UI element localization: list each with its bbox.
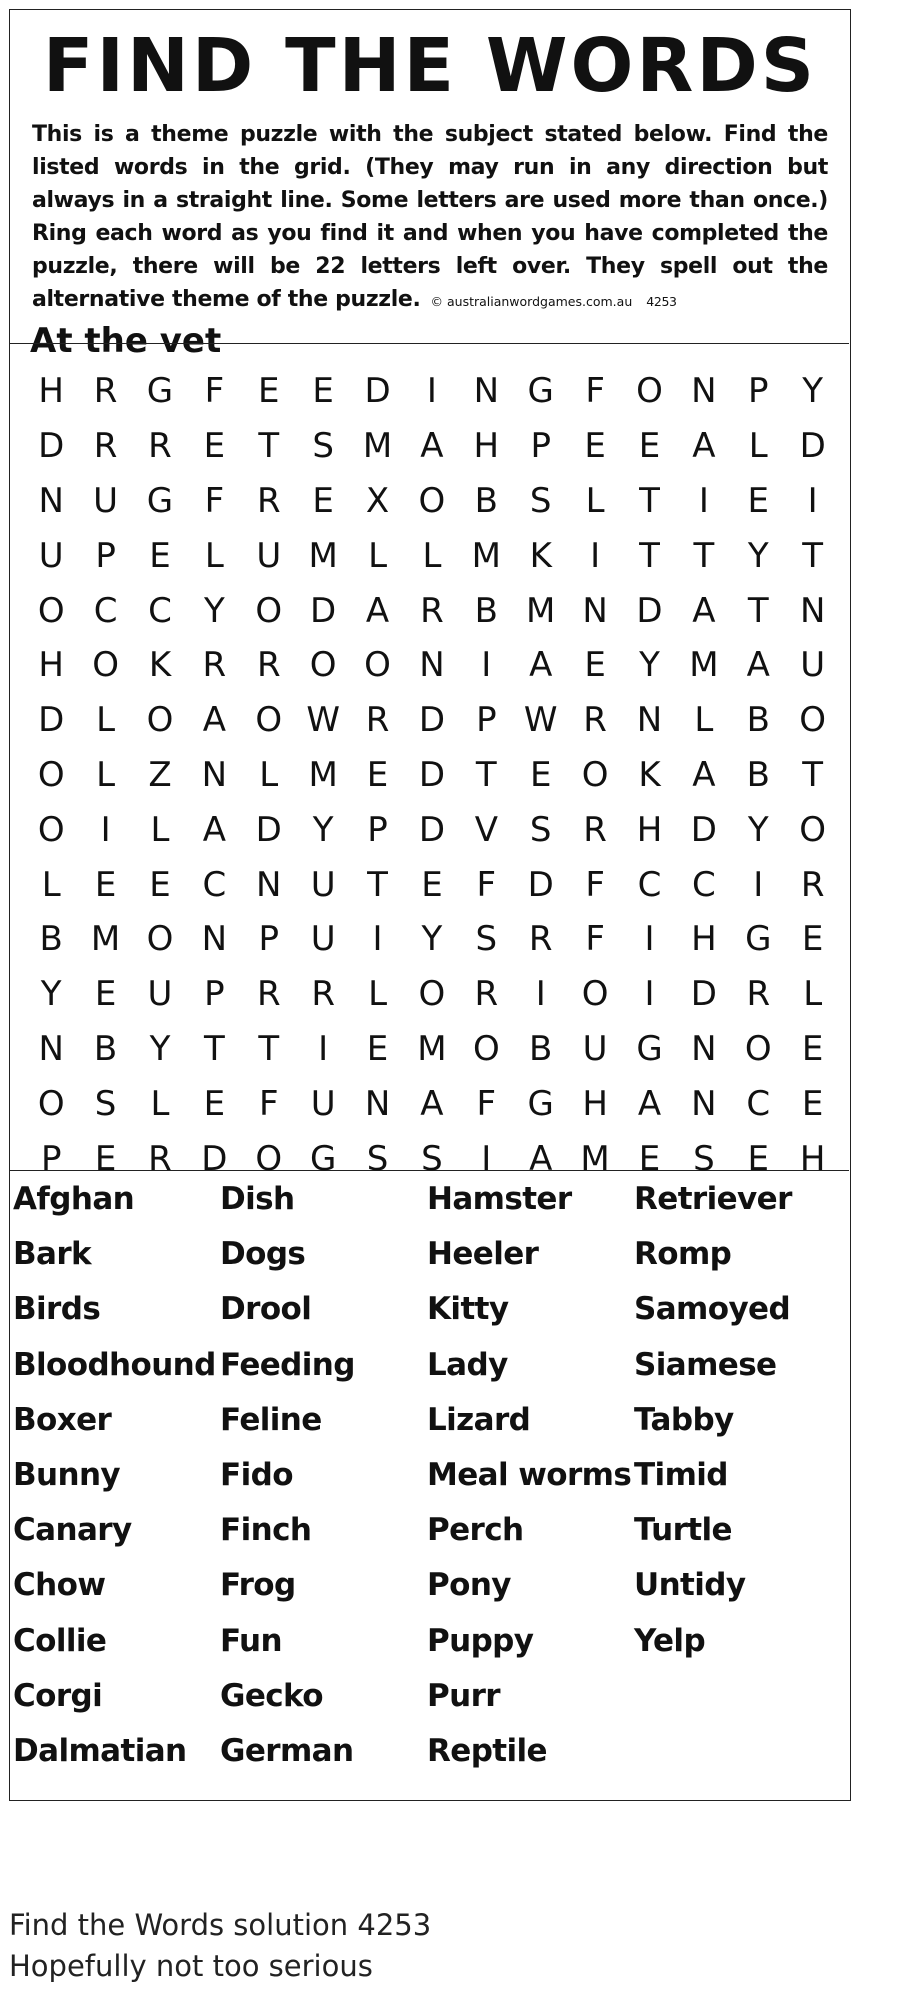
grid-cell[interactable]: Y <box>40 974 62 1015</box>
grid-cell[interactable]: E <box>584 426 606 467</box>
grid-cell[interactable]: R <box>583 700 607 741</box>
grid-cell[interactable]: D <box>799 426 826 467</box>
grid-cell[interactable]: X <box>365 480 390 521</box>
word-list-item: Bloodhound <box>13 1346 216 1383</box>
grid-cell[interactable]: L <box>204 535 224 576</box>
grid-cell[interactable]: L <box>368 535 388 576</box>
grid-cell[interactable]: G <box>527 371 554 412</box>
word-list-item: Fido <box>220 1456 293 1493</box>
instructions-text: This is a theme puzzle with the subject stated below. Find the listed words in the grid. (They may run in any direction but always in a straight line. Some letters are used more than once.) Ring each word as you find it and when you have completed the puzzle, there will be 22 letters left over. They spell out the alternative theme of the puzzle. <box>32 122 828 312</box>
word-list-item: Corgi <box>13 1677 103 1714</box>
grid-cell[interactable]: T <box>475 754 497 795</box>
grid-cell[interactable]: E <box>801 919 824 960</box>
word-list-item: Romp <box>634 1236 732 1273</box>
grid-cell[interactable]: S <box>421 1138 443 1179</box>
grid-cell[interactable]: U <box>256 535 282 576</box>
word-list-item: Boxer <box>13 1401 112 1438</box>
grid-cell[interactable]: R <box>256 645 281 686</box>
grid-cell[interactable]: F <box>204 480 225 521</box>
grid-cell[interactable]: M <box>308 535 338 576</box>
grid-cell[interactable]: B <box>474 480 498 521</box>
word-list-item: Puppy <box>427 1622 534 1659</box>
grid-cell[interactable]: W <box>523 700 558 741</box>
word-list-item: Untidy <box>634 1567 746 1604</box>
grid-cell[interactable]: T <box>258 426 280 467</box>
grid-cell[interactable]: E <box>312 480 334 521</box>
grid-cell[interactable]: D <box>201 1138 228 1179</box>
grid-cell[interactable]: G <box>309 1138 337 1179</box>
grid-cell[interactable]: H <box>799 1138 826 1179</box>
grid-cell[interactable]: O <box>255 700 283 741</box>
grid-cell[interactable]: R <box>800 864 825 905</box>
grid-cell[interactable]: Y <box>203 590 225 631</box>
letter-grid <box>24 364 840 1186</box>
word-list-item: Chow <box>13 1567 106 1604</box>
word-list-item: Feline <box>220 1401 322 1438</box>
grid-cell[interactable]: O <box>37 590 65 631</box>
grid-cell[interactable]: D <box>690 809 717 850</box>
grid-cell[interactable]: T <box>802 754 824 795</box>
grid-cell[interactable]: O <box>255 590 283 631</box>
word-list-item: Reptile <box>427 1732 547 1769</box>
grid-cell[interactable]: T <box>693 535 715 576</box>
grid-cell[interactable]: H <box>636 809 663 850</box>
grid-cell[interactable]: M <box>308 754 338 795</box>
grid-cell[interactable]: B <box>746 754 770 795</box>
word-list-item: Feeding <box>220 1346 355 1383</box>
grid-cell[interactable]: H <box>38 645 64 686</box>
grid-cell[interactable]: O <box>37 754 65 795</box>
word-list-item: Timid <box>634 1456 728 1493</box>
word-list-item: Hamster <box>427 1181 572 1217</box>
grid-cell[interactable]: E <box>747 480 770 521</box>
grid-cell[interactable]: E <box>203 1083 226 1124</box>
grid-cell[interactable]: T <box>203 1028 225 1069</box>
grid-cell[interactable]: R <box>474 974 499 1015</box>
grid-cell[interactable]: D <box>38 426 65 467</box>
grid-cell[interactable]: A <box>746 645 770 686</box>
grid-cell[interactable]: L <box>748 426 768 467</box>
grid-cell[interactable]: L <box>150 1083 170 1124</box>
puzzle-title: FIND THE WORDS <box>42 23 818 109</box>
grid-cell[interactable]: O <box>146 919 174 960</box>
grid-cell[interactable]: L <box>96 754 116 795</box>
word-list-item: Bark <box>13 1236 92 1273</box>
grid-cell[interactable]: I <box>318 1028 329 1069</box>
grid-cell[interactable]: M <box>417 1028 447 1069</box>
puzzle-subject: At the vet <box>30 321 222 361</box>
grid-cell[interactable]: O <box>37 809 65 850</box>
grid-cell[interactable]: D <box>527 864 554 905</box>
grid-cell[interactable]: D <box>636 590 663 631</box>
grid-cell[interactable]: Z <box>148 754 172 795</box>
grid-cell[interactable]: E <box>638 1138 661 1179</box>
grid-cell[interactable]: E <box>258 371 280 412</box>
word-list-item: Collie <box>13 1622 107 1659</box>
grid-cell[interactable]: R <box>746 974 771 1015</box>
grid-cell[interactable]: T <box>747 590 769 631</box>
grid-cell[interactable]: O <box>799 700 827 741</box>
grid-cell[interactable]: U <box>582 1028 608 1069</box>
grid-cell[interactable]: A <box>692 590 716 631</box>
word-list-item: Kitty <box>427 1291 509 1328</box>
word-list-item: Finch <box>220 1512 312 1549</box>
grid-cell[interactable]: D <box>38 700 65 741</box>
grid-cell[interactable]: N <box>691 1083 717 1124</box>
grid-cell[interactable]: G <box>146 480 174 521</box>
grid-cell[interactable]: I <box>644 919 655 960</box>
word-list-item: Heeler <box>427 1236 539 1273</box>
grid-cell[interactable]: S <box>529 809 552 850</box>
grid-cell[interactable]: A <box>529 645 553 686</box>
grid-cell[interactable]: F <box>258 1083 279 1124</box>
grid-cell[interactable]: U <box>800 645 826 686</box>
grid-cell[interactable]: D <box>255 809 282 850</box>
grid-cell[interactable]: O <box>255 1138 283 1179</box>
grid-cell[interactable]: U <box>38 535 64 576</box>
grid-cell[interactable]: N <box>691 1028 717 1069</box>
grid-cell[interactable]: D <box>418 700 446 741</box>
grid-cell[interactable]: F <box>476 1083 497 1124</box>
grid-cell[interactable]: E <box>584 645 606 686</box>
grid-cell[interactable]: A <box>420 1083 444 1124</box>
grid-cell[interactable]: L <box>694 700 714 741</box>
grid-cell[interactable]: R <box>256 974 281 1015</box>
word-list-item: Lady <box>427 1346 508 1383</box>
grid-cell[interactable]: M <box>580 1138 610 1179</box>
grid-cell[interactable]: A <box>202 809 226 850</box>
grid-cell[interactable]: I <box>698 480 709 521</box>
grid-cell[interactable]: E <box>149 864 171 905</box>
grid-cell[interactable]: O <box>418 480 446 521</box>
grid-cell[interactable]: P <box>367 809 388 850</box>
grid-cell[interactable]: I <box>481 645 492 686</box>
grid-cell[interactable]: O <box>418 974 446 1015</box>
grid-cell[interactable]: P <box>748 371 769 412</box>
word-list-item: Bunny <box>13 1456 121 1493</box>
word-list-item: Dish <box>220 1181 295 1217</box>
grid-cell[interactable]: E <box>94 864 117 905</box>
grid-cell[interactable]: P <box>204 974 225 1015</box>
grid-cell[interactable]: K <box>638 754 661 795</box>
solution-caption <box>9 1905 431 1987</box>
word-list-item: Tabby <box>634 1401 734 1438</box>
grid-cell[interactable]: S <box>366 1138 389 1179</box>
grid-cell[interactable]: N <box>582 590 608 631</box>
grid-cell[interactable]: I <box>535 974 546 1015</box>
grid-cell[interactable]: E <box>149 535 171 576</box>
instructions <box>32 118 828 318</box>
grid-cell[interactable]: U <box>93 480 119 521</box>
grid-cell[interactable]: O <box>146 700 174 741</box>
grid-cell[interactable]: S <box>94 1083 117 1124</box>
grid-cell[interactable]: M <box>689 645 719 686</box>
grid-cell[interactable]: M <box>90 919 121 960</box>
grid-cell[interactable]: P <box>40 1138 62 1179</box>
word-list-item <box>634 1724 834 1779</box>
grid-cell[interactable]: I <box>372 919 383 960</box>
word-list-item: Dogs <box>220 1236 306 1273</box>
grid-cell[interactable]: D <box>418 809 446 850</box>
grid-cell[interactable]: N <box>636 700 663 741</box>
grid-cell[interactable]: K <box>529 535 552 576</box>
grid-cell[interactable]: R <box>528 919 553 960</box>
grid-cell[interactable]: I <box>100 809 111 850</box>
grid-cell[interactable]: C <box>746 1083 771 1124</box>
word-list-item: Dalmatian <box>13 1732 187 1769</box>
grid-cell[interactable]: A <box>202 700 226 741</box>
grid-cell[interactable]: I <box>426 371 437 412</box>
grid-cell[interactable]: F <box>204 371 225 412</box>
word-list-item: Lizard <box>427 1401 531 1438</box>
grid-cell[interactable]: N <box>201 754 228 795</box>
grid-cell[interactable]: A <box>365 590 390 631</box>
grid-cell[interactable]: U <box>147 974 173 1015</box>
grid-cell[interactable]: Y <box>639 645 660 686</box>
grid-cell[interactable]: C <box>692 864 716 905</box>
grid-cell[interactable]: N <box>473 371 500 412</box>
grid-cell[interactable]: A <box>420 426 444 467</box>
grid-cell[interactable]: H <box>473 426 500 467</box>
grid-cell[interactable]: C <box>148 590 172 631</box>
word-list-item: Canary <box>13 1512 132 1549</box>
grid-cell[interactable]: A <box>692 426 716 467</box>
grid-cell[interactable]: E <box>801 1028 824 1069</box>
grid-cell[interactable]: E <box>421 864 443 905</box>
grid-cell[interactable]: S <box>529 480 552 521</box>
word-list-item: Meal worms <box>427 1456 632 1493</box>
grid-cell[interactable]: B <box>746 700 770 741</box>
grid-cell[interactable]: G <box>636 1028 663 1069</box>
grid-cell[interactable]: P <box>258 919 280 960</box>
grid-cell[interactable]: D <box>690 974 717 1015</box>
grid-cell[interactable]: E <box>312 371 334 412</box>
grid-cell[interactable]: P <box>476 700 497 741</box>
grid-cell[interactable]: R <box>93 371 118 412</box>
grid-cell[interactable]: N <box>256 864 282 905</box>
word-list-item: Yelp <box>634 1622 706 1659</box>
grid-cell[interactable]: O <box>472 1028 500 1069</box>
grid-cell[interactable]: Y <box>747 535 769 576</box>
grid-cell[interactable]: V <box>474 809 498 850</box>
grid-cell[interactable]: I <box>807 480 818 521</box>
grid-cell[interactable]: S <box>693 1138 715 1179</box>
grid-cell[interactable]: E <box>747 1138 770 1179</box>
grid-cell[interactable]: O <box>581 754 609 795</box>
word-list-item: Gecko <box>220 1677 323 1714</box>
grid-cell[interactable]: L <box>585 480 605 521</box>
grid-cell[interactable]: E <box>366 754 389 795</box>
word-list-item: Retriever <box>634 1181 792 1217</box>
grid-cell[interactable]: D <box>364 371 391 412</box>
grid-cell[interactable]: F <box>476 864 497 905</box>
word-list-item: Samoyed <box>634 1291 791 1328</box>
word-list-item: Drool <box>220 1291 312 1328</box>
grid-cell[interactable]: N <box>364 1083 391 1124</box>
grid-cell[interactable]: F <box>585 919 605 960</box>
grid-cell[interactable]: E <box>203 426 226 467</box>
grid-cell[interactable]: O <box>799 809 827 850</box>
word-list-item: Siamese <box>634 1346 777 1383</box>
puzzle-number: 4253 <box>646 294 677 309</box>
word-list-item: Birds <box>13 1291 101 1328</box>
grid-cell[interactable]: G <box>146 371 174 412</box>
grid-cell[interactable]: O <box>744 1028 772 1069</box>
grid-cell[interactable]: N <box>799 590 826 631</box>
grid-cell[interactable]: F <box>585 371 605 412</box>
grid-cell[interactable]: T <box>367 864 388 905</box>
grid-cell[interactable]: E <box>366 1028 389 1069</box>
grid-cell[interactable]: W <box>306 700 340 741</box>
word-list <box>13 1172 834 1779</box>
grid-cell[interactable]: L <box>150 809 170 850</box>
grid-cell[interactable]: M <box>362 426 393 467</box>
grid-cell[interactable]: R <box>256 480 281 521</box>
grid-cell[interactable]: U <box>310 864 336 905</box>
word-list-item: Purr <box>427 1677 500 1714</box>
grid-cell[interactable]: E <box>94 974 117 1015</box>
grid-cell[interactable]: A <box>637 1083 662 1124</box>
grid-cell[interactable]: T <box>802 535 824 576</box>
grid-cell[interactable]: L <box>422 535 442 576</box>
grid-cell[interactable]: H <box>582 1083 608 1124</box>
grid-cell[interactable]: L <box>259 754 279 795</box>
grid-cell[interactable]: O <box>636 371 663 412</box>
grid-cell[interactable]: F <box>585 864 605 905</box>
grid-cell[interactable]: L <box>96 700 116 741</box>
grid-cell[interactable]: O <box>364 645 391 686</box>
grid-cell[interactable]: I <box>481 1138 492 1179</box>
grid-cell[interactable]: O <box>92 645 119 686</box>
grid-cell[interactable]: L <box>41 864 61 905</box>
grid-cell[interactable]: R <box>311 974 335 1015</box>
grid-cell[interactable]: L <box>368 974 388 1015</box>
grid-cell[interactable]: R <box>365 700 390 741</box>
grid-cell[interactable]: C <box>93 590 118 631</box>
grid-cell[interactable]: N <box>38 1028 64 1069</box>
grid-cell[interactable]: E <box>801 1083 824 1124</box>
grid-cell[interactable]: T <box>639 535 660 576</box>
grid-cell[interactable]: R <box>202 645 227 686</box>
grid-cell[interactable]: R <box>148 426 172 467</box>
grid-cell[interactable]: I <box>644 974 655 1015</box>
word-list-item: German <box>220 1732 354 1769</box>
caption-line-2: Hopefully not too serious <box>9 1949 373 1983</box>
grid-cell[interactable]: B <box>39 919 63 960</box>
letter-grid-panel <box>10 343 849 1179</box>
grid-cell[interactable]: D <box>418 754 446 795</box>
grid-cell[interactable]: Y <box>802 371 824 412</box>
copyright-notice: © australianwordgames.com.au <box>430 294 633 309</box>
grid-cell[interactable]: P <box>95 535 116 576</box>
grid-cell[interactable]: C <box>202 864 227 905</box>
grid-cell[interactable]: C <box>637 864 662 905</box>
grid-cell[interactable]: N <box>201 919 228 960</box>
grid-cell[interactable]: R <box>148 1138 172 1179</box>
grid-cell[interactable]: H <box>691 919 717 960</box>
grid-cell[interactable]: M <box>471 535 501 576</box>
grid-cell[interactable]: N <box>419 645 445 686</box>
grid-cell[interactable]: M <box>526 590 556 631</box>
grid-cell[interactable]: E <box>94 1138 117 1179</box>
grid-cell[interactable]: O <box>309 645 337 686</box>
grid-cell[interactable]: S <box>312 426 334 467</box>
grid-cell[interactable]: A <box>529 1138 553 1179</box>
grid-cell[interactable]: Y <box>312 809 334 850</box>
word-list-item: Afghan <box>13 1181 135 1217</box>
grid-cell[interactable]: Y <box>149 1028 171 1069</box>
grid-cell[interactable]: Y <box>747 809 769 850</box>
grid-cell[interactable]: U <box>310 919 336 960</box>
grid-cell[interactable]: N <box>38 480 64 521</box>
grid-cell[interactable]: N <box>691 371 717 412</box>
grid-cell[interactable]: E <box>638 426 661 467</box>
grid-cell[interactable]: R <box>420 590 444 631</box>
grid-cell[interactable]: Y <box>421 919 443 960</box>
grid-cell[interactable]: B <box>93 1028 118 1069</box>
word-list-item: Frog <box>220 1567 296 1604</box>
grid-cell[interactable]: G <box>745 919 772 960</box>
grid-cell[interactable]: S <box>475 919 498 960</box>
grid-cell[interactable]: R <box>583 809 607 850</box>
grid-cell[interactable]: P <box>530 426 551 467</box>
grid-cell[interactable]: H <box>38 371 64 412</box>
grid-cell[interactable]: G <box>527 1083 554 1124</box>
word-list-item <box>634 1669 834 1724</box>
word-list-item: Fun <box>220 1622 282 1659</box>
grid-cell[interactable]: K <box>148 645 172 686</box>
grid-cell[interactable]: U <box>310 1083 336 1124</box>
grid-cell[interactable]: I <box>590 535 601 576</box>
grid-cell[interactable]: T <box>258 1028 280 1069</box>
grid-cell[interactable]: B <box>474 590 498 631</box>
grid-cell[interactable]: T <box>639 480 660 521</box>
caption-line-1: Find the Words solution 4253 <box>9 1908 432 1942</box>
grid-cell[interactable]: B <box>529 1028 553 1069</box>
grid-cell[interactable]: E <box>529 754 552 795</box>
word-list-item: Turtle <box>634 1512 732 1549</box>
grid-cell[interactable]: L <box>803 974 823 1015</box>
grid-cell[interactable]: O <box>581 974 609 1015</box>
word-list-item: Pony <box>427 1567 511 1604</box>
grid-cell[interactable]: R <box>93 426 118 467</box>
grid-cell[interactable]: D <box>310 590 337 631</box>
grid-cell[interactable]: I <box>753 864 764 905</box>
grid-cell[interactable]: O <box>37 1083 65 1124</box>
grid-cell[interactable]: A <box>692 754 716 795</box>
word-list-item: Perch <box>427 1512 524 1549</box>
